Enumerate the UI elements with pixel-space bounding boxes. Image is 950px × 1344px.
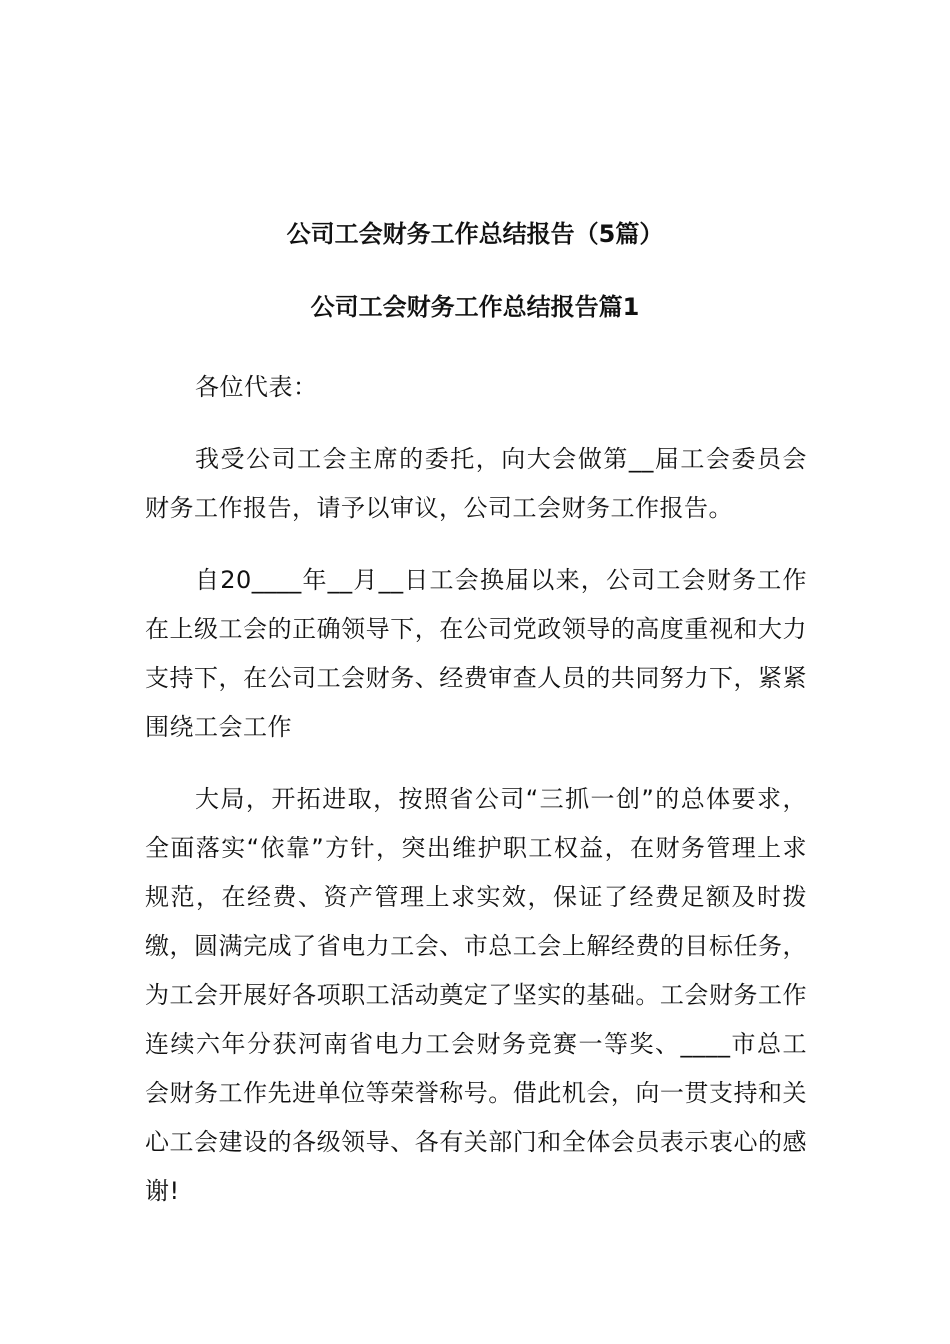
paragraph-salutation: 各位代表：	[195, 373, 318, 401]
paragraph-since-election: 自20____年__月__日工会换届以来，公司工会财务工作在上级工会的正确领导下，在公司党政领导的高度重视和大力支持下，在公司工会财务、经费审查人员的共同努力下，紧紧围绕工会工作	[145, 566, 807, 741]
document-title: 公司工会财务工作总结报告（5篇）	[286, 220, 664, 248]
document-body	[145, 363, 807, 1239]
paragraph-commission: 我受公司工会主席的委托，向大会做第__届工会委员会财务工作报告，请予以审议，公司工会财务工作报告。	[145, 445, 807, 522]
section-title: 公司工会财务工作总结报告篇1	[310, 293, 640, 321]
paragraph-overall: 大局，开拓进取，按照省公司“三抓一创”的总体要求，全面落实“依靠”方针，突出维护职工权益，在财务管理上求规范，在经费、资产管理上求实效，保证了经费足额及时拨缴，圆满完成了省电力工会、市总工会上解经费的目标任务，为工会开展好各项职工活动奠定了坚实的基础。工会财务工作连续六年分获河南省电力工会财务竞赛一等奖、____市总工会财务工作先进单位等荣誉称号。借此机会，向一贯支持和关心工会建设的各级领导、各有关部门和全体会员表示衷心的感谢!	[145, 785, 807, 1205]
